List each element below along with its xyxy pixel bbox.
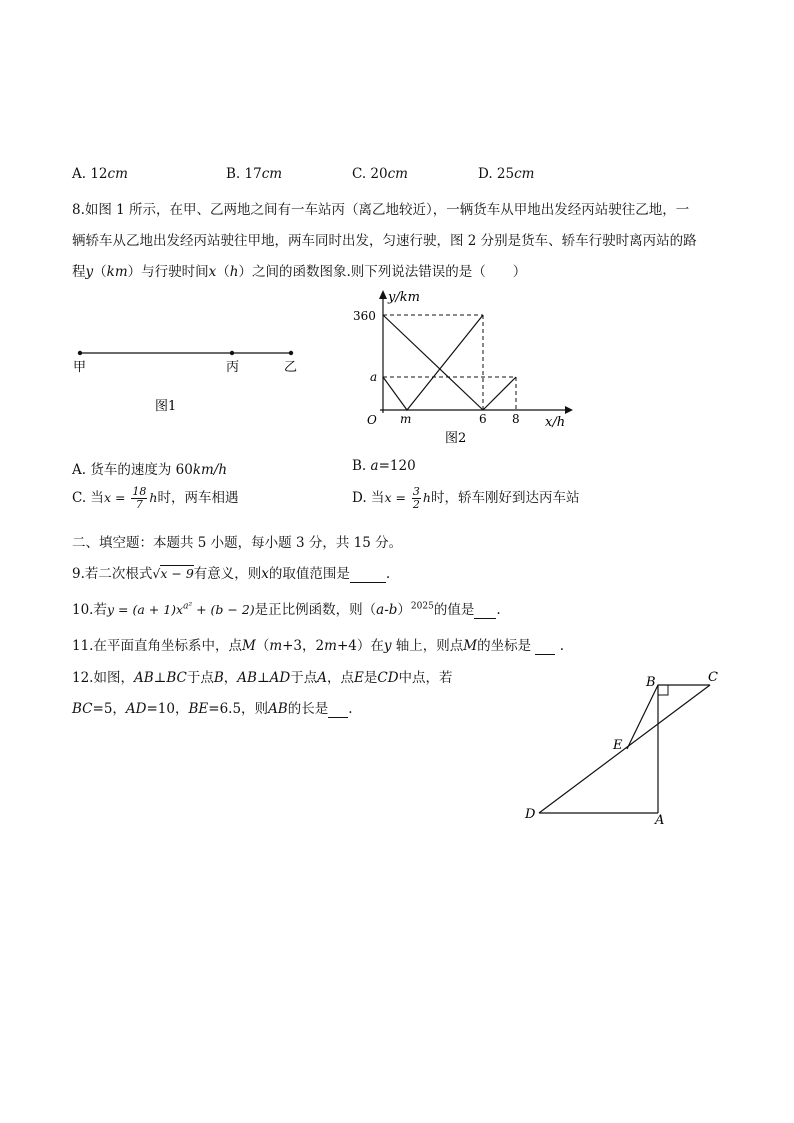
q7-option-a: A. 12cm — [72, 166, 128, 182]
q7-option-b: B. 17cm — [226, 166, 283, 182]
tick-label-360: 360 — [353, 309, 376, 323]
q8-option-d: D. 当x = $\frac{3}{2}$ h时，轿车刚好到达丙车站 — [352, 485, 580, 511]
point-bing — [230, 351, 234, 355]
q12-line-1: 12.如图，AB⊥BC于点B，AB⊥AD于点A，点E是CD中点，若 — [72, 670, 453, 686]
origin-label: O — [367, 413, 377, 427]
q12-line-2: BC=5，AD=10，BE=6.5，则AB的长是 . — [72, 701, 353, 717]
q10-answer-blank[interactable] — [474, 602, 496, 619]
y-axis-label: y/km — [388, 290, 420, 305]
q8-option-b: B. a=120 — [352, 458, 416, 474]
q8-option-c: C. 当x = $\frac{18}{7}$ h时，两车相遇 — [72, 485, 239, 511]
figure-1-caption: 图1 — [155, 399, 177, 414]
q7-option-c: C. 20cm — [352, 166, 408, 182]
point-jia — [78, 351, 82, 355]
q8-line-1: 8.如图 1 所示，在甲、乙两地之间有一车站丙（离乙地较近），一辆货车从甲地出发经丙站驶往乙地，一 — [72, 202, 690, 218]
q8-option-a: A. 货车的速度为 60km/h — [72, 462, 228, 478]
figure-2-graph — [345, 285, 585, 450]
label-e: E — [613, 738, 623, 753]
q12-answer-blank[interactable] — [328, 701, 348, 718]
label-bing: 丙 — [226, 360, 240, 375]
q10: 10.若$y = (a + 1)x^{a^2} + (b - 2)$是正比例函数，则$(a-b)^{2025}$的值是 . — [72, 601, 501, 618]
tick-label-m: m — [400, 412, 412, 426]
figure-1 — [70, 340, 310, 420]
label-b: B — [646, 675, 656, 690]
q9: 9.若二次根式√x − 9有意义，则x的取值范围是 . — [72, 566, 391, 582]
q8-line-2: 辆轿车从乙地出发经丙站驶往甲地，两车同时出发，匀速行驶，图 2 分别是货车、轿车行驶时离丙站的路 — [72, 233, 697, 249]
label-jia: 甲 — [73, 360, 87, 375]
section-2-header: 二、填空题：本题共 5 小题，每小题 3 分，共 15 分。 — [72, 535, 403, 551]
tick-label-6: 6 — [479, 412, 487, 426]
label-yi: 乙 — [284, 360, 298, 375]
x-axis-label: x/h — [545, 415, 566, 430]
y-axis-arrow — [379, 290, 387, 299]
figure-2-caption: 图2 — [445, 431, 467, 446]
figure-3-geometry — [515, 665, 730, 830]
label-c: C — [708, 670, 718, 685]
right-angle-mark — [658, 685, 668, 695]
segment-be — [627, 685, 658, 749]
truck-line-down — [383, 315, 483, 410]
point-yi — [289, 351, 293, 355]
q8-line-3: 程y（km）与行驶时间x（h）之间的函数图象.则下列说法错误的是（ ） — [72, 264, 527, 280]
segment-dc — [539, 685, 710, 813]
label-a: A — [655, 813, 665, 828]
q9-answer-blank[interactable] — [350, 566, 386, 583]
label-d: D — [525, 807, 536, 822]
tick-label-8: 8 — [512, 412, 520, 426]
tick-label-a: a — [370, 370, 378, 384]
x-axis-arrow — [565, 406, 573, 414]
q11-answer-blank[interactable] — [535, 638, 555, 655]
truck-line-up — [483, 377, 516, 410]
q11: 11.在平面直角坐标系中，点M（m+3，2m+4）在y 轴上，则点M的坐标是 . — [72, 638, 564, 654]
q7-option-d: D. 25cm — [478, 166, 535, 182]
